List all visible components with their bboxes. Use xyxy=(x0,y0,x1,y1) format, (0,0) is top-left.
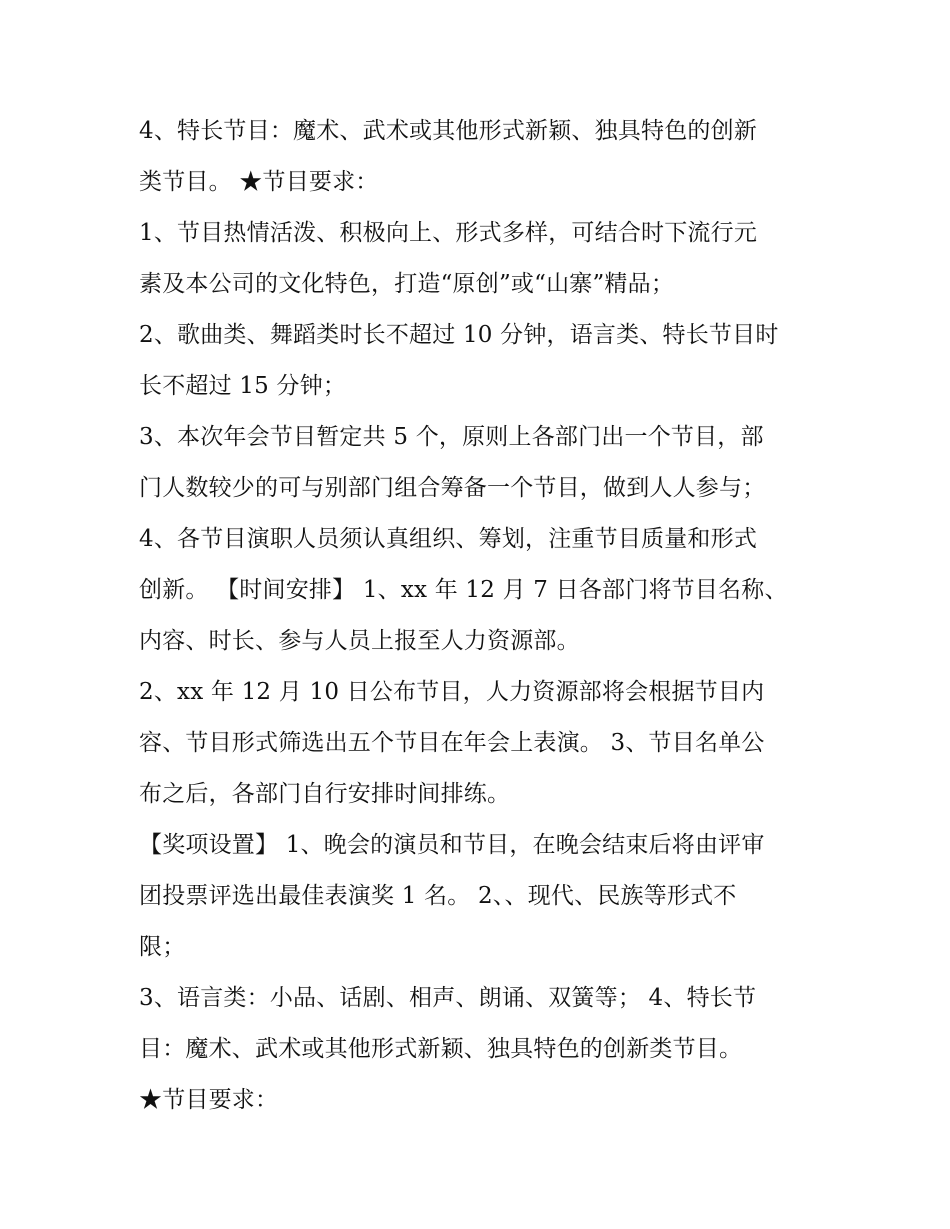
text-line: 4、各节目演职人员须认真组织、筹划，注重节目质量和形式 xyxy=(139,526,758,552)
text-line: 4、特长节目：魔术、武术或其他形式新颖、独具特色的创新 xyxy=(139,118,758,144)
text-line: 门人数较少的可与别部门组合筹备一个节目，做到人人参与； xyxy=(139,475,766,501)
text-line: 2、歌曲类、舞蹈类时长不超过 10 分钟，语言类、特长节目时 xyxy=(139,322,779,348)
text-line: 限； xyxy=(139,934,186,960)
text-line: 团投票评选出最佳表演奖 1 名。 2、、现代、民族等形式不 xyxy=(139,883,737,909)
document-body xyxy=(139,106,819,1126)
text-line: 素及本公司的文化特色，打造“原创”或“山寨”精品； xyxy=(139,271,675,297)
text-line: 1、节目热情活泼、积极向上、形式多样，可结合时下流行元 xyxy=(139,220,758,246)
text-line: 【奖项设置】 1、晚会的演员和节目，在晚会结束后将由评审 xyxy=(139,832,765,858)
text-line: 容、节目形式筛选出五个节目在年会上表演。 3、节目名单公 xyxy=(139,730,765,756)
text-line: 3、语言类：小品、话剧、相声、朗诵、双簧等； 4、特长节 xyxy=(139,985,757,1011)
text-line: 2、xx 年 12 月 10 日公布节目，人力资源部将会根据节目内 xyxy=(139,679,765,705)
text-line: 长不超过 15 分钟； xyxy=(139,373,347,399)
text-line: 目：魔术、武术或其他形式新颖、独具特色的创新类节目。 xyxy=(139,1036,743,1062)
text-line: 内容、时长、参与人员上报至人力资源部。 xyxy=(139,628,580,654)
text-line: 布之后，各部门自行安排时间排练。 xyxy=(139,781,511,807)
text-line: 3、本次年会节目暂定共 5 个，原则上各部门出一个节目，部 xyxy=(139,424,764,450)
text-line: 类节目。 ★节目要求： xyxy=(139,169,379,195)
text-line: 创新。 【时间安排】 1、xx 年 12 月 7 日各部门将节目名称、 xyxy=(139,577,788,603)
text-line: ★节目要求： xyxy=(139,1087,279,1113)
